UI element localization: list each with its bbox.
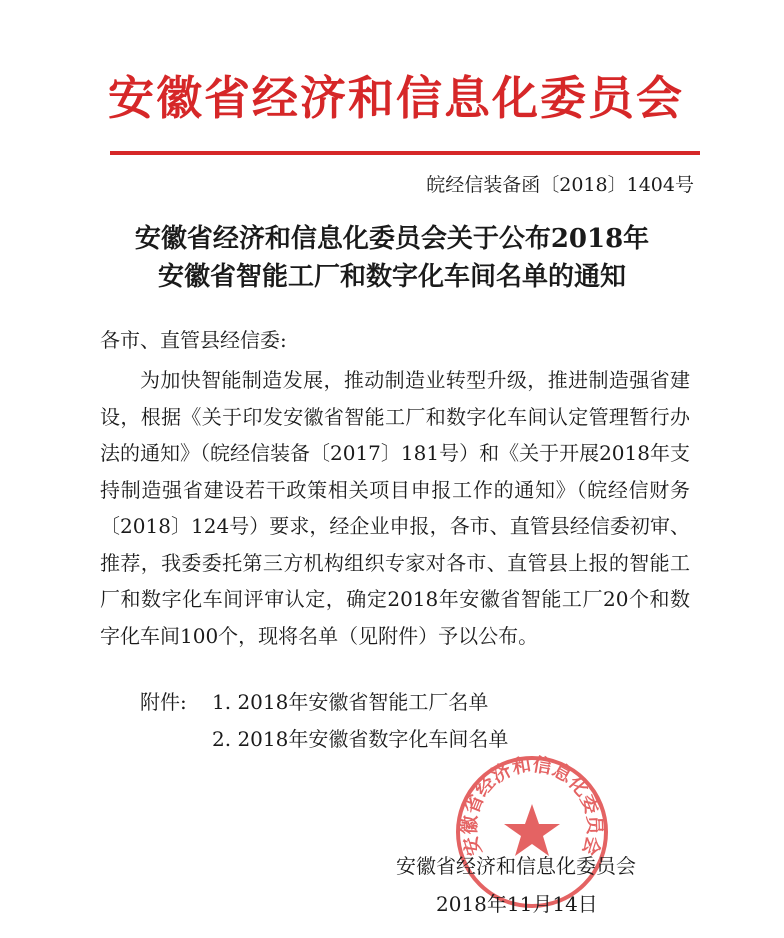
body-paragraph: 为加快智能制造发展，推动制造业转型升级，推进制造强省建设，根据《关于印发安徽省智能工厂和数字化车间认定管理暂行办法的通知》（皖经信装备〔2017〕181号）和《关于开展2018年支持制造强省建设若干政策相关项目申报工作的通知》（皖经信财务〔2018〕124号）要求，经企业申报，各市、直管县经信委初审、推荐，我委委托第三方机构组织专家对各市、直管县上报的智能工厂和数字化车间评审认定，确定2018年安徽省智能工厂20个和数字化车间100个，现将名单（见附件）予以公布。 [100, 368, 690, 648]
org-header-title: 安徽省经济和信息化委员会 [108, 71, 684, 125]
notice-title [0, 220, 784, 296]
attachments-list [140, 684, 508, 758]
attachments-label: 附件: [140, 690, 187, 714]
notice-title-line-2: 安徽省智能工厂和数字化车间名单的通知 [157, 262, 626, 292]
red-divider-line [110, 151, 700, 155]
attachment-item-1 [140, 684, 508, 721]
salutation: 各市、直管县经信委: [100, 328, 287, 352]
document-number: 皖经信装备函〔2018〕1404号 [426, 174, 694, 196]
signature-date: 2018年11月14日 [436, 892, 598, 916]
notice-title-line-1: 安徽省经济和信息化委员会关于公布2018年 [134, 224, 650, 254]
signature-block [396, 847, 636, 923]
seal-text: 安徽省经济和信息化委员会 [458, 753, 606, 859]
attachment-item-text: 1. 2018年安徽省智能工厂名单 [212, 690, 489, 714]
attachment-item-text: 2. 2018年安徽省数字化车间名单 [212, 727, 509, 751]
signature-org: 安徽省经济和信息化委员会 [396, 854, 636, 878]
